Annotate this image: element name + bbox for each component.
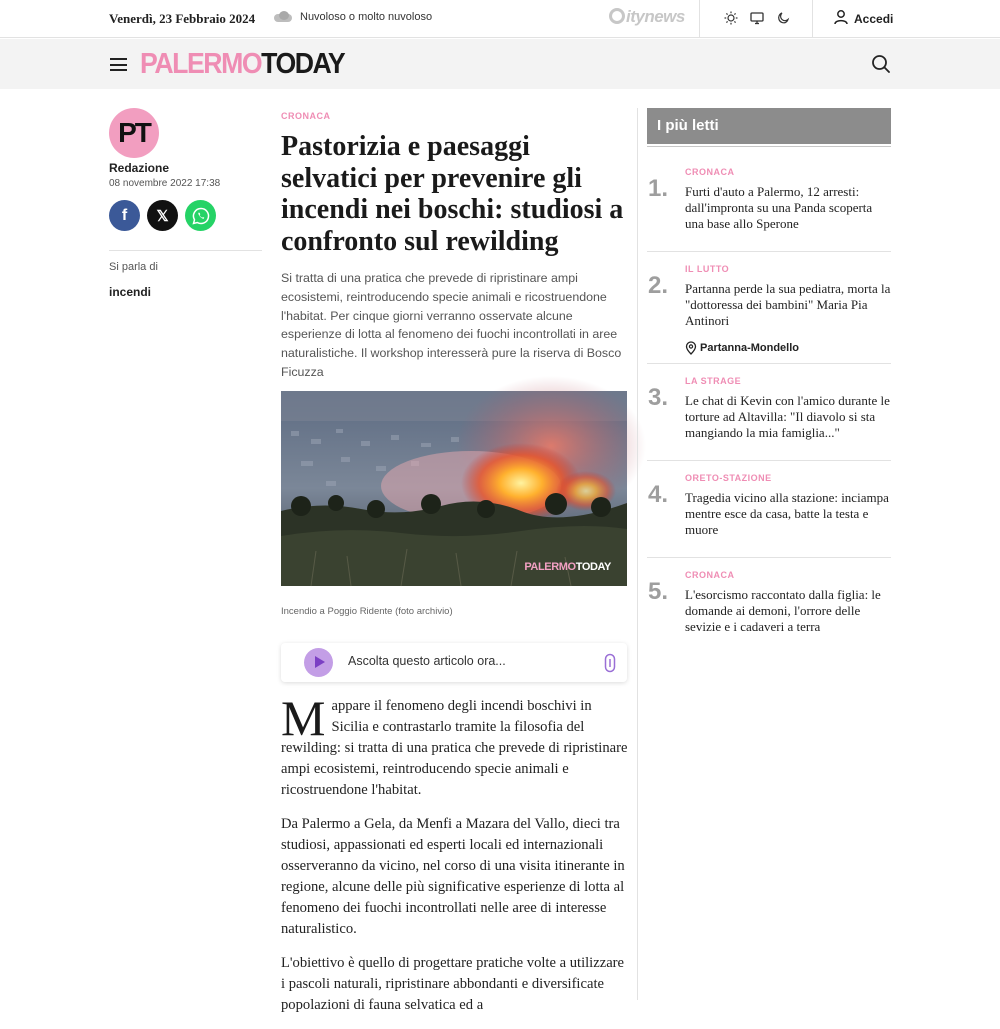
topics-label: Si parla di xyxy=(109,261,158,273)
article-lead: Si tratta di una pratica che prevede di ripristinare ampi ecosistemi, reintroducendo specie animali e ricostruendone l'habitat. Per cinque giorni verranno osservate alcune esperienze di lotta al fenomeno dei fuochi incontrollati in aree naturalistiche. Il workshop interesserà pure la riserva di Bosco Ficuzza xyxy=(281,271,622,379)
divider xyxy=(647,557,891,558)
rank-number: 2. xyxy=(648,272,669,299)
item-title[interactable]: Partanna perde la sua pediatra, morta la "dottoressa dei bambini" Maria Pia Antinori xyxy=(685,281,891,328)
item-title[interactable]: Tragedia vicino alla stazione: inciampa mentre esce da casa, batte la testa e muore xyxy=(685,490,889,537)
article-body xyxy=(281,690,631,1029)
item-location[interactable]: Partanna-Mondello xyxy=(685,341,799,355)
topic-tag[interactable]: incendi xyxy=(109,285,152,299)
audio-brand-icon xyxy=(604,653,616,673)
article-paragraph: Da Palermo a Gela, da Menfi a Mazara del Vallo, dieci tra studiosi, appassionati ed esperti locali ed internazionali osserveranno da vicino, nel corso di una visita itinerante in regione, alcune delle più significative esperienze di lotta al fenomeno dei fuochi incontrollati nelle aree di interesse naturalistico. xyxy=(281,816,625,937)
current-date: Venerdì, 23 Febbraio 2024 xyxy=(109,11,256,26)
map-pin-icon xyxy=(685,341,697,355)
article-paragraph: Mappare il fenomeno degli incendi boschivi in Sicilia e contrastarlo tramite la filosofia del rewilding: si tratta di una pratica che prevede di ripristinare ampi ecosistemi, reintroducendo specie animali e ricostruendone l'habitat. xyxy=(281,690,628,798)
hamburger-menu-icon[interactable] xyxy=(110,58,127,71)
search-icon[interactable] xyxy=(871,54,891,74)
article-title: Pastorizia e paesaggi selvatici per prevenire gli incendi nei boschi: studiosi a confronto sul rewilding xyxy=(281,131,624,257)
user-icon xyxy=(833,9,849,28)
article-photo[interactable] xyxy=(281,391,627,586)
share-buttons xyxy=(109,200,216,231)
login-button[interactable] xyxy=(833,9,893,28)
login-label: Accedi xyxy=(854,11,894,26)
x-share-button[interactable]: 𝕏 xyxy=(147,200,178,231)
audio-player-label: Ascolta questo articolo ora... xyxy=(348,654,506,668)
author-avatar[interactable]: PT xyxy=(109,108,159,158)
site-logo[interactable]: PALERMOTODAY xyxy=(140,48,345,80)
item-title[interactable]: L'esorcismo raccontato dalla figlia: le domande ai demoni, l'orrore delle sevizie e i cadaveri a terra xyxy=(685,587,881,634)
column-divider xyxy=(637,108,638,1000)
drop-cap: M xyxy=(281,690,326,746)
divider xyxy=(647,460,891,461)
item-category[interactable]: IL LUTTO xyxy=(685,264,730,274)
rank-number: 5. xyxy=(648,578,669,605)
publish-date: 08 novembre 2022 17:38 xyxy=(109,178,221,189)
rank-number: 4. xyxy=(648,481,669,508)
theme-switcher xyxy=(724,11,790,25)
item-category[interactable]: LA STRAGE xyxy=(685,376,742,386)
divider xyxy=(109,250,262,251)
whatsapp-icon xyxy=(192,207,210,225)
top-bar xyxy=(0,0,1000,38)
divider xyxy=(812,0,813,38)
most-read-header: I più letti xyxy=(647,108,891,144)
article-paragraph: L'obiettivo è quello di progettare pratiche volte a utilizzare i pascoli naturali, ripristinare abbondanti e diversificate popolazioni di fauna selvatica ed a xyxy=(281,955,625,1013)
photo-watermark: PALERMOTODAY xyxy=(524,561,611,573)
item-category[interactable]: CRONACA xyxy=(685,570,735,580)
weather-widget xyxy=(272,11,432,23)
rank-number: 3. xyxy=(648,384,669,411)
item-title[interactable]: Furti d'auto a Palermo, 12 arresti: dall'impronta su una Panda scoperta una base allo Sperone xyxy=(685,184,873,231)
audio-player[interactable] xyxy=(281,643,627,682)
item-category[interactable]: CRONACA xyxy=(685,167,735,177)
weather-text: Nuvoloso o molto nuvoloso xyxy=(300,11,433,23)
monitor-icon[interactable] xyxy=(750,11,764,25)
photo-caption: Incendio a Poggio Ridente (foto archivio) xyxy=(281,606,453,617)
play-icon[interactable] xyxy=(304,648,333,677)
divider xyxy=(647,146,891,147)
brand-bar xyxy=(0,39,1000,89)
item-category[interactable]: ORETO-STAZIONE xyxy=(685,473,772,483)
citynews-logo[interactable]: itynews xyxy=(609,7,685,27)
facebook-share-button[interactable]: f xyxy=(109,200,140,231)
item-title[interactable]: Le chat di Kevin con l'amico durante le torture ad Altavilla: "Il diavolo si sta mangiando la mia famiglia..." xyxy=(685,393,890,440)
whatsapp-share-button[interactable] xyxy=(185,200,216,231)
cloud-icon xyxy=(272,11,294,23)
rank-number: 1. xyxy=(648,175,669,202)
divider xyxy=(647,251,891,252)
divider xyxy=(699,0,700,38)
divider xyxy=(647,363,891,364)
moon-icon[interactable] xyxy=(776,11,790,25)
author-name[interactable]: Redazione xyxy=(109,161,170,175)
fire-landscape-image xyxy=(281,391,627,586)
article-category[interactable]: CRONACA xyxy=(281,111,331,121)
sun-icon[interactable] xyxy=(724,11,738,25)
